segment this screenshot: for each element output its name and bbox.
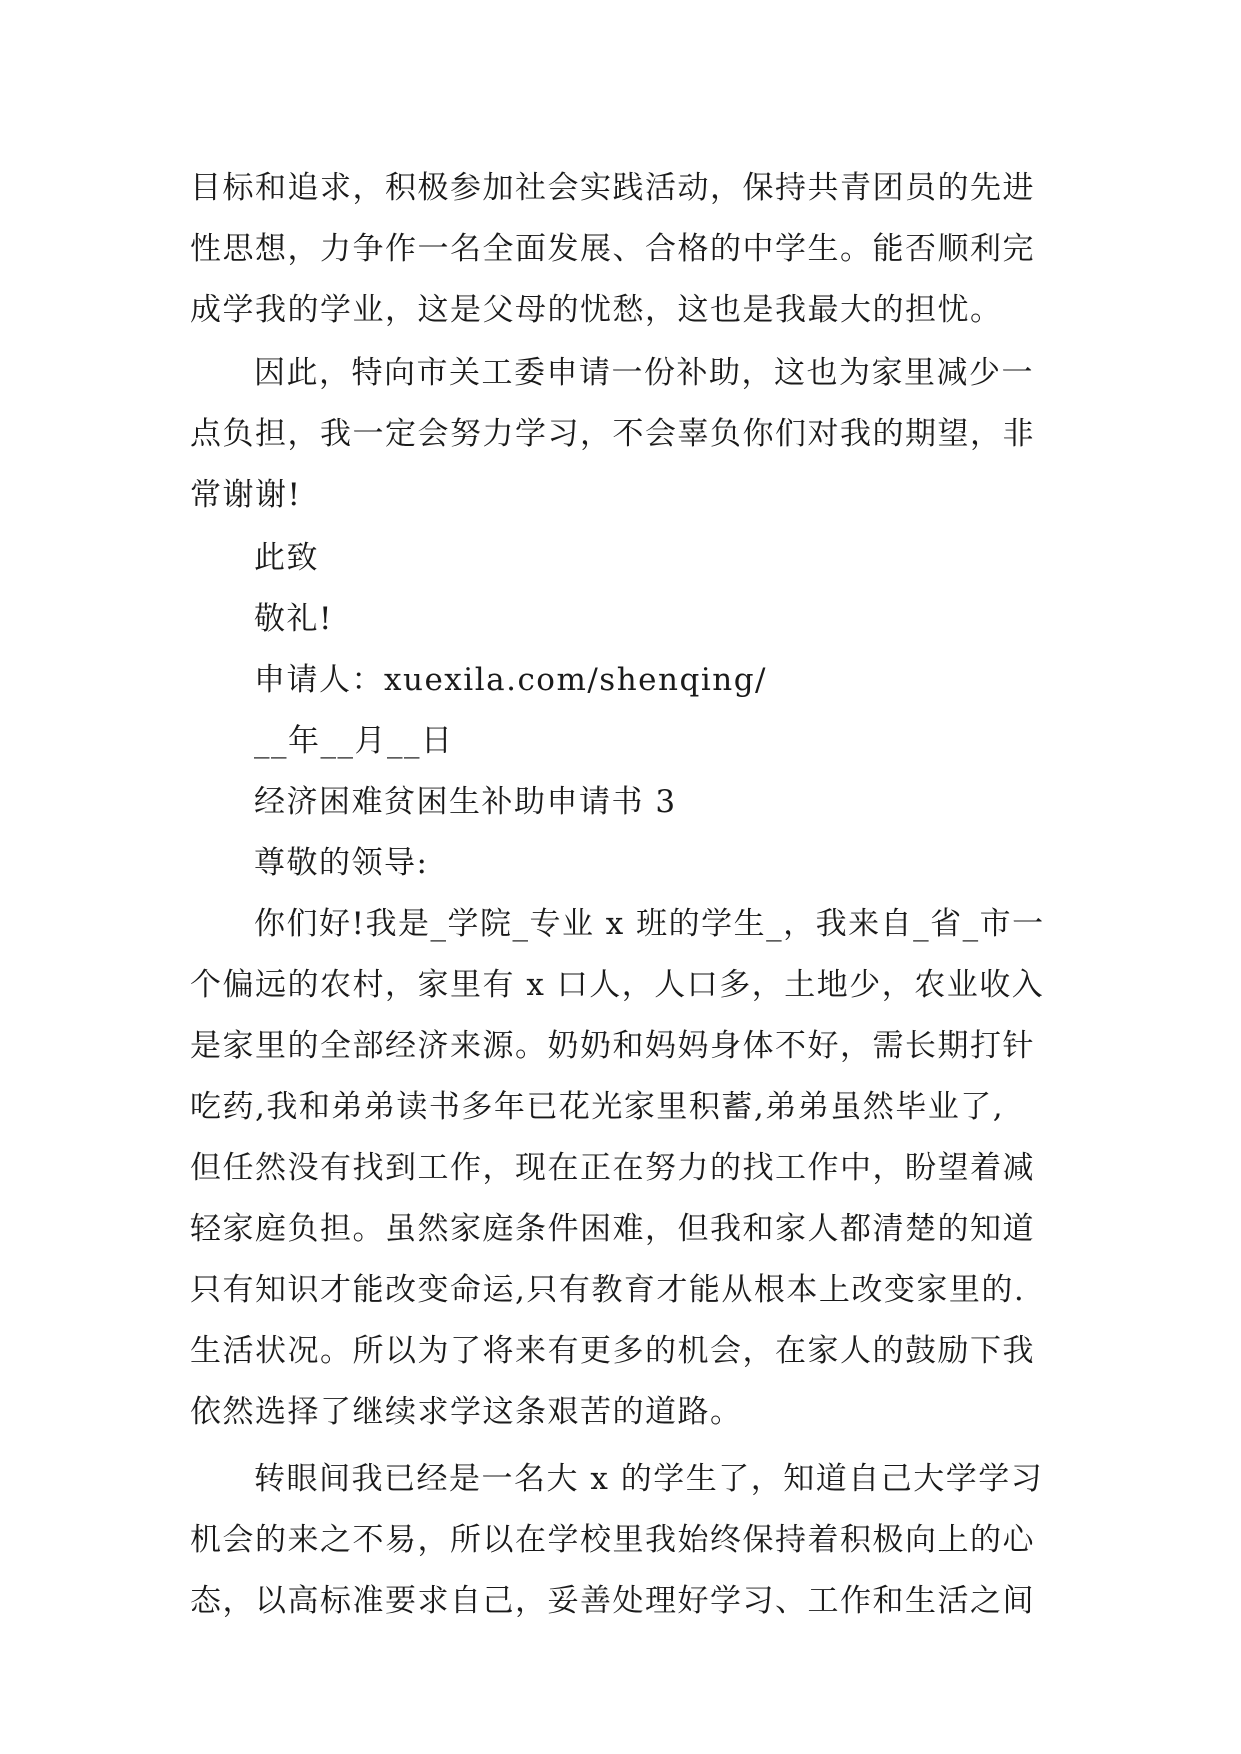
text-line: 转眼间我已经是一名大 x 的学生了，知道自己大学学习 [254,1461,1044,1497]
text-line: __年__月__日 [254,723,454,759]
text-line: 因此，特向市关工委申请一份补助，这也为家里减少一 [254,355,1034,391]
text-line: 态，以高标准要求自己，妥善处理好学习、工作和生活之间 [190,1583,1035,1619]
paragraph-goals [190,158,1050,341]
text-line: 敬礼! [254,601,333,637]
text-line: 但任然没有找到工作，现在正在努力的找工作中，盼望着减 [190,1150,1035,1186]
text-line: 申请人：xuexila.com/shenqing/ [254,662,768,698]
text-line: 生活状况。所以为了将来有更多的机会，在家人的鼓励下我 [190,1333,1035,1369]
paragraph-introduction [190,894,1050,1443]
text-line: 尊敬的领导: [254,845,429,881]
date-line [190,711,1050,772]
closing-respect [190,589,1050,650]
section-title [190,772,1050,833]
text-line: 是家里的全部经济来源。奶奶和妈妈身体不好，需长期打针 [190,1028,1035,1064]
text-line: 目标和追求，积极参加社会实践活动，保持共青团员的先进 [190,170,1035,206]
text-line: 常谢谢! [190,477,302,513]
greeting [190,833,1050,894]
text-line: 此致 [254,540,319,576]
text-line: 性思想，力争作一名全面发展、合格的中学生。能否顺利完 [190,231,1035,267]
document-body [190,158,1050,1632]
text-line: 你们好!我是_学院_专业 x 班的学生_，我来自_省_市一 [254,906,1045,942]
text-line: 依然选择了继续求学这条艰苦的道路。 [190,1394,743,1430]
text-line: 轻家庭负担。虽然家庭条件困难，但我和家人都清楚的知道 [190,1211,1035,1247]
text-line: 成学我的学业，这是父母的忧愁，这也是我最大的担忧。 [190,292,1003,328]
applicant-line [190,650,1050,711]
paragraph-college-life [190,1449,1050,1632]
text-line: 机会的来之不易，所以在学校里我始终保持着积极向上的心 [190,1522,1035,1558]
text-line: 吃药,我和弟弟读书多年已花光家里积蓄,弟弟虽然毕业了, [190,1089,1005,1125]
text-line: 个偏远的农村，家里有 x 口人，人口多，土地少，农业收入 [190,967,1045,1003]
text-line: 只有知识才能改变命运,只有教育才能从根本上改变家里的. [190,1272,1026,1308]
text-line: 点负担，我一定会努力学习，不会辜负你们对我的期望，非 [190,416,1035,452]
paragraph-request [190,343,1050,526]
closing-salutation [190,528,1050,589]
text-line: 经济困难贫困生补助申请书 3 [254,784,677,820]
